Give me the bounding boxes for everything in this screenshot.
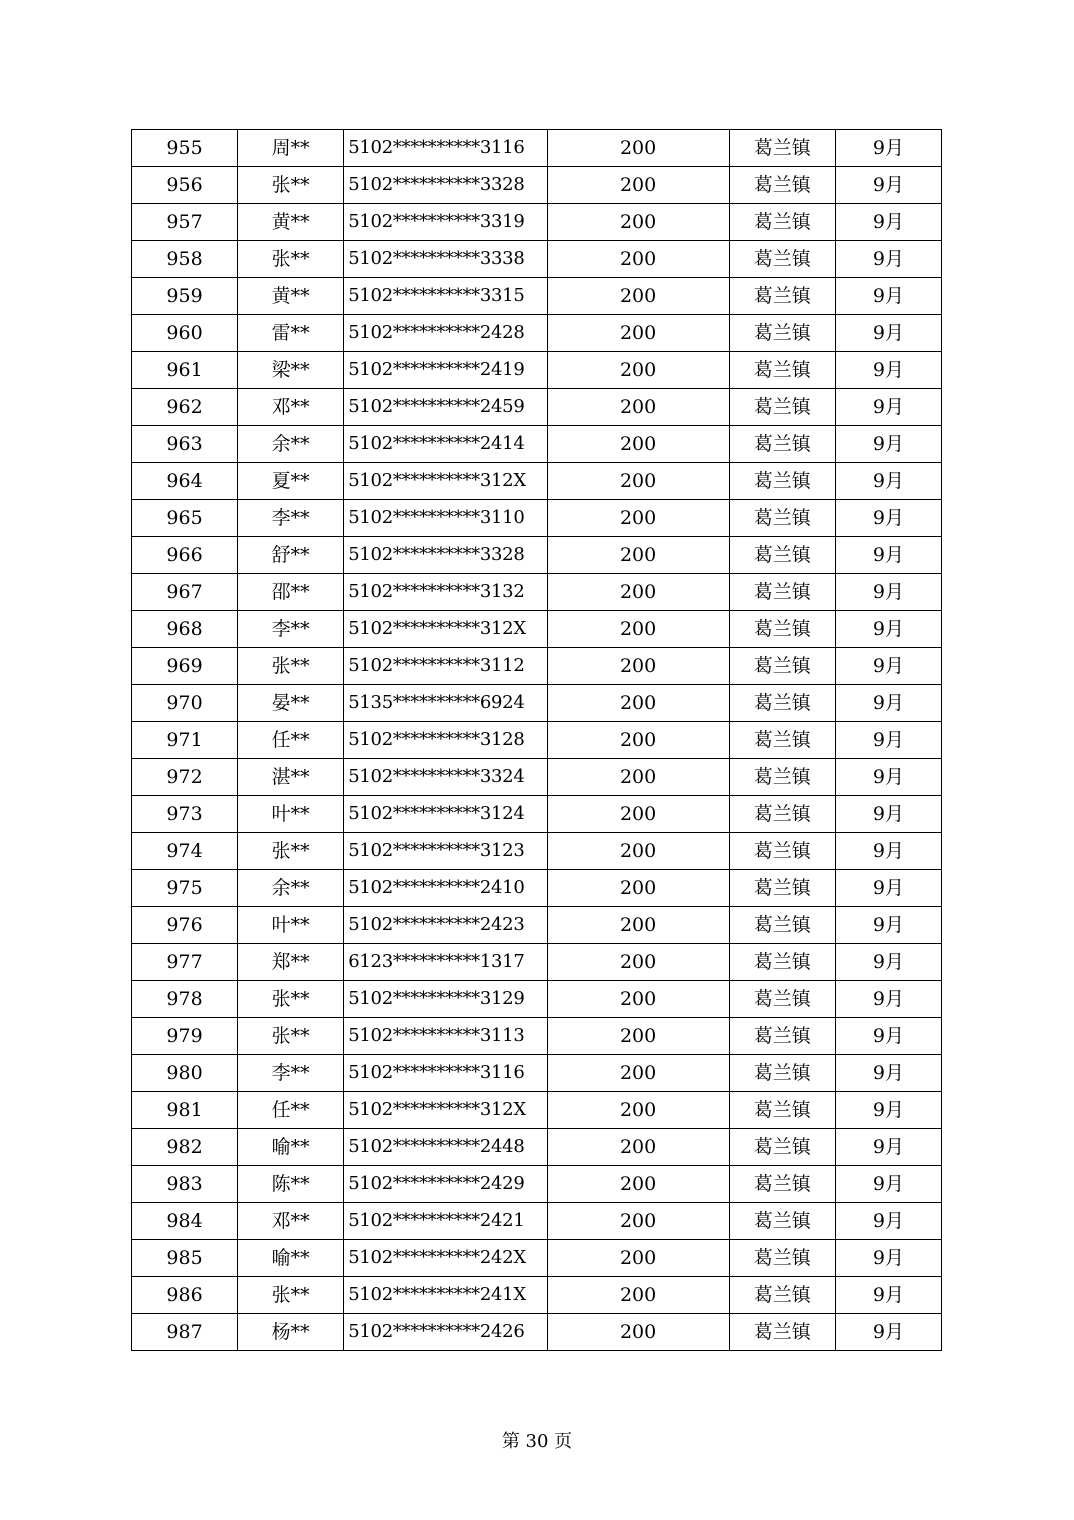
cell-name: 邓** <box>238 1203 344 1240</box>
cell-town: 葛兰镇 <box>729 870 835 907</box>
cell-month: 9月 <box>835 426 941 463</box>
cell-name: 舒** <box>238 537 344 574</box>
cell-id-number: 5102**********2421 <box>344 1203 547 1240</box>
cell-name: 梁** <box>238 352 344 389</box>
cell-month: 9月 <box>835 1055 941 1092</box>
cell-town: 葛兰镇 <box>729 1166 835 1203</box>
cell-name: 叶** <box>238 796 344 833</box>
cell-id-number: 5102**********2448 <box>344 1129 547 1166</box>
cell-amount: 200 <box>547 944 729 981</box>
cell-amount: 200 <box>547 722 729 759</box>
cell-month: 9月 <box>835 759 941 796</box>
cell-town: 葛兰镇 <box>729 204 835 241</box>
table-row <box>132 685 942 722</box>
cell-amount: 200 <box>547 130 729 167</box>
cell-amount: 200 <box>547 1092 729 1129</box>
cell-amount: 200 <box>547 204 729 241</box>
cell-month: 9月 <box>835 870 941 907</box>
cell-name: 张** <box>238 981 344 1018</box>
table-row <box>132 574 942 611</box>
table-row <box>132 463 942 500</box>
cell-serial-number: 985 <box>132 1240 238 1277</box>
cell-serial-number: 978 <box>132 981 238 1018</box>
cell-name: 喻** <box>238 1129 344 1166</box>
cell-id-number: 5102**********242X <box>344 1240 547 1277</box>
cell-name: 李** <box>238 611 344 648</box>
cell-name: 邓** <box>238 389 344 426</box>
cell-month: 9月 <box>835 796 941 833</box>
cell-serial-number: 966 <box>132 537 238 574</box>
table-row <box>132 907 942 944</box>
cell-name: 张** <box>238 167 344 204</box>
cell-town: 葛兰镇 <box>729 389 835 426</box>
cell-serial-number: 969 <box>132 648 238 685</box>
cell-amount: 200 <box>547 685 729 722</box>
cell-serial-number: 970 <box>132 685 238 722</box>
cell-serial-number: 982 <box>132 1129 238 1166</box>
cell-amount: 200 <box>547 1277 729 1314</box>
cell-town: 葛兰镇 <box>729 315 835 352</box>
cell-name: 邵** <box>238 574 344 611</box>
table-row <box>132 167 942 204</box>
table-row <box>132 1055 942 1092</box>
table-row <box>132 426 942 463</box>
cell-town: 葛兰镇 <box>729 907 835 944</box>
cell-town: 葛兰镇 <box>729 500 835 537</box>
cell-amount: 200 <box>547 759 729 796</box>
cell-town: 葛兰镇 <box>729 426 835 463</box>
cell-month: 9月 <box>835 1166 941 1203</box>
cell-name: 张** <box>238 1018 344 1055</box>
cell-town: 葛兰镇 <box>729 278 835 315</box>
table-row <box>132 611 942 648</box>
table-row <box>132 722 942 759</box>
cell-id-number: 6123**********1317 <box>344 944 547 981</box>
cell-town: 葛兰镇 <box>729 722 835 759</box>
cell-serial-number: 962 <box>132 389 238 426</box>
cell-name: 杨** <box>238 1314 344 1351</box>
cell-serial-number: 961 <box>132 352 238 389</box>
cell-serial-number: 957 <box>132 204 238 241</box>
cell-id-number: 5102**********3315 <box>344 278 547 315</box>
table-row <box>132 833 942 870</box>
table-row <box>132 944 942 981</box>
cell-amount: 200 <box>547 833 729 870</box>
cell-name: 湛** <box>238 759 344 796</box>
cell-serial-number: 959 <box>132 278 238 315</box>
cell-month: 9月 <box>835 611 941 648</box>
table-row <box>132 1240 942 1277</box>
cell-amount: 200 <box>547 315 729 352</box>
cell-id-number: 5102**********3129 <box>344 981 547 1018</box>
cell-month: 9月 <box>835 981 941 1018</box>
cell-month: 9月 <box>835 1314 941 1351</box>
cell-month: 9月 <box>835 648 941 685</box>
cell-name: 黄** <box>238 204 344 241</box>
cell-serial-number: 964 <box>132 463 238 500</box>
cell-name: 张** <box>238 833 344 870</box>
cell-id-number: 5102**********312X <box>344 611 547 648</box>
cell-id-number: 5102**********3328 <box>344 167 547 204</box>
table-row <box>132 796 942 833</box>
cell-month: 9月 <box>835 574 941 611</box>
cell-name: 陈** <box>238 1166 344 1203</box>
table-row <box>132 1018 942 1055</box>
cell-amount: 200 <box>547 1055 729 1092</box>
cell-serial-number: 983 <box>132 1166 238 1203</box>
cell-town: 葛兰镇 <box>729 1129 835 1166</box>
cell-serial-number: 980 <box>132 1055 238 1092</box>
cell-month: 9月 <box>835 204 941 241</box>
cell-amount: 200 <box>547 1018 729 1055</box>
cell-serial-number: 965 <box>132 500 238 537</box>
cell-id-number: 5102**********2414 <box>344 426 547 463</box>
cell-month: 9月 <box>835 278 941 315</box>
table-row <box>132 1277 942 1314</box>
cell-serial-number: 979 <box>132 1018 238 1055</box>
cell-town: 葛兰镇 <box>729 1314 835 1351</box>
cell-month: 9月 <box>835 130 941 167</box>
cell-name: 任** <box>238 1092 344 1129</box>
cell-id-number: 5102**********3110 <box>344 500 547 537</box>
table-row <box>132 352 942 389</box>
cell-town: 葛兰镇 <box>729 833 835 870</box>
cell-month: 9月 <box>835 1240 941 1277</box>
cell-month: 9月 <box>835 167 941 204</box>
cell-month: 9月 <box>835 500 941 537</box>
cell-month: 9月 <box>835 241 941 278</box>
cell-month: 9月 <box>835 907 941 944</box>
cell-town: 葛兰镇 <box>729 648 835 685</box>
cell-id-number: 5102**********312X <box>344 1092 547 1129</box>
cell-month: 9月 <box>835 1277 941 1314</box>
cell-serial-number: 984 <box>132 1203 238 1240</box>
cell-name: 雷** <box>238 315 344 352</box>
cell-name: 李** <box>238 1055 344 1092</box>
table-row <box>132 1203 942 1240</box>
cell-amount: 200 <box>547 500 729 537</box>
cell-month: 9月 <box>835 537 941 574</box>
cell-id-number: 5102**********3128 <box>344 722 547 759</box>
cell-amount: 200 <box>547 278 729 315</box>
cell-month: 9月 <box>835 315 941 352</box>
table-row <box>132 204 942 241</box>
table-row <box>132 389 942 426</box>
table-row <box>132 315 942 352</box>
cell-amount: 200 <box>547 1203 729 1240</box>
cell-name: 张** <box>238 648 344 685</box>
table-row <box>132 537 942 574</box>
cell-town: 葛兰镇 <box>729 352 835 389</box>
table-row <box>132 241 942 278</box>
cell-amount: 200 <box>547 1166 729 1203</box>
cell-serial-number: 963 <box>132 426 238 463</box>
cell-id-number: 5102**********2459 <box>344 389 547 426</box>
cell-id-number: 5102**********2428 <box>344 315 547 352</box>
cell-amount: 200 <box>547 241 729 278</box>
cell-serial-number: 975 <box>132 870 238 907</box>
cell-amount: 200 <box>547 463 729 500</box>
table-row <box>132 500 942 537</box>
cell-town: 葛兰镇 <box>729 1092 835 1129</box>
cell-amount: 200 <box>547 870 729 907</box>
cell-name: 喻** <box>238 1240 344 1277</box>
cell-town: 葛兰镇 <box>729 611 835 648</box>
cell-serial-number: 986 <box>132 1277 238 1314</box>
cell-town: 葛兰镇 <box>729 944 835 981</box>
cell-id-number: 5102**********2419 <box>344 352 547 389</box>
cell-name: 黄** <box>238 278 344 315</box>
cell-id-number: 5102**********2429 <box>344 1166 547 1203</box>
table-row <box>132 1092 942 1129</box>
cell-town: 葛兰镇 <box>729 1055 835 1092</box>
cell-serial-number: 971 <box>132 722 238 759</box>
cell-amount: 200 <box>547 167 729 204</box>
cell-town: 葛兰镇 <box>729 981 835 1018</box>
table-row <box>132 130 942 167</box>
cell-id-number: 5102**********2410 <box>344 870 547 907</box>
cell-id-number: 5102**********3112 <box>344 648 547 685</box>
cell-town: 葛兰镇 <box>729 1018 835 1055</box>
cell-amount: 200 <box>547 981 729 1018</box>
page-number: 第 30 页 <box>501 1431 573 1452</box>
cell-serial-number: 958 <box>132 241 238 278</box>
cell-serial-number: 956 <box>132 167 238 204</box>
cell-town: 葛兰镇 <box>729 1277 835 1314</box>
cell-id-number: 5102**********3132 <box>344 574 547 611</box>
cell-id-number: 5102**********3338 <box>344 241 547 278</box>
cell-name: 晏** <box>238 685 344 722</box>
cell-amount: 200 <box>547 574 729 611</box>
cell-name: 余** <box>238 426 344 463</box>
cell-id-number: 5102**********3328 <box>344 537 547 574</box>
cell-month: 9月 <box>835 463 941 500</box>
cell-month: 9月 <box>835 1092 941 1129</box>
table-row <box>132 981 942 1018</box>
table-row <box>132 759 942 796</box>
cell-amount: 200 <box>547 537 729 574</box>
cell-serial-number: 976 <box>132 907 238 944</box>
cell-month: 9月 <box>835 722 941 759</box>
cell-month: 9月 <box>835 685 941 722</box>
table-row <box>132 1166 942 1203</box>
table-row <box>132 870 942 907</box>
cell-id-number: 5102**********3123 <box>344 833 547 870</box>
cell-name: 张** <box>238 1277 344 1314</box>
cell-name: 郑** <box>238 944 344 981</box>
cell-amount: 200 <box>547 389 729 426</box>
cell-name: 李** <box>238 500 344 537</box>
cell-id-number: 5102**********3116 <box>344 130 547 167</box>
cell-town: 葛兰镇 <box>729 1240 835 1277</box>
cell-serial-number: 968 <box>132 611 238 648</box>
cell-amount: 200 <box>547 796 729 833</box>
cell-id-number: 5102**********2423 <box>344 907 547 944</box>
cell-amount: 200 <box>547 352 729 389</box>
cell-serial-number: 973 <box>132 796 238 833</box>
cell-name: 任** <box>238 722 344 759</box>
cell-id-number: 5102**********3319 <box>344 204 547 241</box>
cell-month: 9月 <box>835 833 941 870</box>
cell-town: 葛兰镇 <box>729 241 835 278</box>
cell-month: 9月 <box>835 389 941 426</box>
cell-amount: 200 <box>547 1129 729 1166</box>
table-row <box>132 1129 942 1166</box>
cell-serial-number: 977 <box>132 944 238 981</box>
cell-town: 葛兰镇 <box>729 537 835 574</box>
cell-month: 9月 <box>835 352 941 389</box>
cell-name: 叶** <box>238 907 344 944</box>
cell-serial-number: 967 <box>132 574 238 611</box>
cell-id-number: 5102**********241X <box>344 1277 547 1314</box>
cell-serial-number: 972 <box>132 759 238 796</box>
cell-serial-number: 974 <box>132 833 238 870</box>
cell-name: 余** <box>238 870 344 907</box>
cell-amount: 200 <box>547 611 729 648</box>
table-row <box>132 278 942 315</box>
cell-town: 葛兰镇 <box>729 796 835 833</box>
cell-town: 葛兰镇 <box>729 130 835 167</box>
cell-name: 周** <box>238 130 344 167</box>
cell-town: 葛兰镇 <box>729 463 835 500</box>
cell-serial-number: 987 <box>132 1314 238 1351</box>
cell-month: 9月 <box>835 944 941 981</box>
cell-month: 9月 <box>835 1129 941 1166</box>
cell-town: 葛兰镇 <box>729 759 835 796</box>
cell-amount: 200 <box>547 648 729 685</box>
cell-id-number: 5135**********6924 <box>344 685 547 722</box>
cell-id-number: 5102**********2426 <box>344 1314 547 1351</box>
cell-amount: 200 <box>547 1314 729 1351</box>
cell-serial-number: 955 <box>132 130 238 167</box>
cell-amount: 200 <box>547 907 729 944</box>
cell-id-number: 5102**********3124 <box>344 796 547 833</box>
cell-serial-number: 960 <box>132 315 238 352</box>
cell-id-number: 5102**********3113 <box>344 1018 547 1055</box>
table-row <box>132 1314 942 1351</box>
cell-town: 葛兰镇 <box>729 685 835 722</box>
cell-town: 葛兰镇 <box>729 1203 835 1240</box>
cell-id-number: 5102**********312X <box>344 463 547 500</box>
table-row <box>132 648 942 685</box>
cell-amount: 200 <box>547 1240 729 1277</box>
records-table <box>131 129 942 1351</box>
cell-name: 夏** <box>238 463 344 500</box>
cell-month: 9月 <box>835 1018 941 1055</box>
cell-id-number: 5102**********3116 <box>344 1055 547 1092</box>
cell-serial-number: 981 <box>132 1092 238 1129</box>
cell-town: 葛兰镇 <box>729 574 835 611</box>
cell-id-number: 5102**********3324 <box>344 759 547 796</box>
cell-town: 葛兰镇 <box>729 167 835 204</box>
records-table-body <box>132 130 942 1351</box>
cell-month: 9月 <box>835 1203 941 1240</box>
cell-name: 张** <box>238 241 344 278</box>
cell-amount: 200 <box>547 426 729 463</box>
